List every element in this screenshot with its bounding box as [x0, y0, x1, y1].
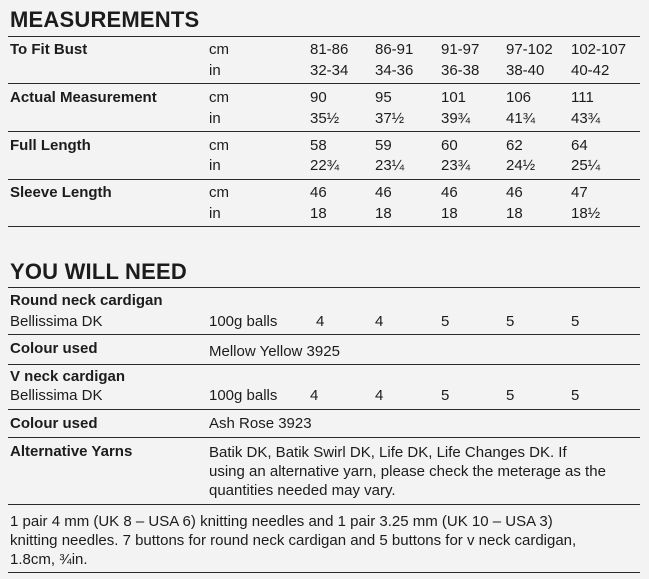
- value-cell: 101: [441, 89, 467, 106]
- value-cell: 47: [571, 184, 588, 201]
- divider: [8, 179, 640, 180]
- alternative-yarns-text: using an alternative yarn, please check the meterage as the: [209, 463, 606, 480]
- value-cell: 39¾: [441, 110, 471, 127]
- value-cell: 18: [506, 205, 523, 222]
- value-cell: 5: [441, 387, 450, 404]
- divider: [8, 334, 640, 335]
- value-cell: 5: [441, 313, 450, 330]
- value-cell: 22¾: [310, 157, 340, 174]
- yarn-name: Bellissima DK: [10, 387, 103, 404]
- divider: [8, 131, 640, 132]
- value-cell: 4: [375, 387, 384, 404]
- value-cell: 5: [571, 387, 580, 404]
- value-cell: 18: [310, 205, 327, 222]
- row-label: Colour used: [10, 340, 98, 357]
- section-title: V neck cardigan: [10, 368, 126, 385]
- value-cell: 46: [375, 184, 392, 201]
- value-cell: 46: [506, 184, 523, 201]
- value-cell: 60: [441, 137, 458, 154]
- unit-label: in: [209, 110, 221, 127]
- value-cell: 106: [506, 89, 532, 106]
- row-label: Sleeve Length: [10, 184, 112, 201]
- value-cell: 23¼: [375, 157, 405, 174]
- value-cell: 111: [571, 89, 594, 106]
- yarn-name: Bellissima DK: [10, 313, 103, 330]
- unit-label: in: [209, 157, 221, 174]
- value-cell: 40-42: [571, 62, 610, 79]
- value-cell: 91-97: [441, 41, 480, 58]
- value-cell: 86-91: [375, 41, 414, 58]
- value-cell: 38-40: [506, 62, 545, 79]
- unit-label: cm: [209, 184, 229, 201]
- value-cell: 62: [506, 137, 523, 154]
- note-line: 1.8cm, ¾in.: [10, 551, 88, 568]
- measurements-heading: MEASUREMENTS: [10, 7, 200, 32]
- value-cell: 25¼: [571, 157, 601, 174]
- value-cell: 58: [310, 137, 327, 154]
- row-label: Actual Measurement: [10, 89, 157, 106]
- divider: [8, 409, 640, 410]
- note-line: 1 pair 4 mm (UK 8 – USA 6) knitting needles and 1 pair 3.25 mm (UK 10 – USA 3): [10, 513, 553, 530]
- value-cell: 64: [571, 137, 588, 154]
- value-cell: 43¾: [571, 110, 601, 127]
- value-cell: 36-38: [441, 62, 480, 79]
- value-cell: 18½: [571, 205, 601, 222]
- you-will-need-heading: YOU WILL NEED: [10, 259, 187, 284]
- divider: [8, 287, 640, 288]
- value-cell: 23¾: [441, 157, 471, 174]
- alternative-yarns-text: Batik DK, Batik Swirl DK, Life DK, Life Changes DK. If: [209, 444, 567, 461]
- value-cell: 95: [375, 89, 392, 106]
- value-cell: 5: [506, 387, 515, 404]
- colour-value: Mellow Yellow 3925: [209, 343, 340, 360]
- value-cell: 5: [571, 313, 580, 330]
- row-label: Colour used: [10, 415, 98, 432]
- divider: [8, 572, 640, 573]
- value-cell: 24½: [506, 157, 536, 174]
- divider: [8, 36, 640, 37]
- divider: [8, 504, 640, 505]
- value-cell: 18: [441, 205, 458, 222]
- row-label: Alternative Yarns: [10, 443, 133, 460]
- unit-label: cm: [209, 137, 229, 154]
- value-cell: 4: [310, 387, 319, 404]
- value-cell: 81-86: [310, 41, 349, 58]
- value-cell: 5: [506, 313, 515, 330]
- value-cell: 37½: [375, 110, 405, 127]
- colour-value: Ash Rose 3923: [209, 415, 312, 432]
- value-cell: 46: [441, 184, 458, 201]
- unit-label: 100g balls: [209, 313, 278, 330]
- value-cell: 35½: [310, 110, 340, 127]
- row-label: Full Length: [10, 137, 91, 154]
- divider: [8, 437, 640, 438]
- value-cell: 97-102: [506, 41, 553, 58]
- unit-label: 100g balls: [209, 387, 278, 404]
- value-cell: 32-34: [310, 62, 349, 79]
- unit-label: cm: [209, 89, 229, 106]
- value-cell: 90: [310, 89, 327, 106]
- value-cell: 59: [375, 137, 392, 154]
- value-cell: 41¾: [506, 110, 536, 127]
- unit-label: cm: [209, 41, 229, 58]
- divider: [8, 226, 640, 227]
- note-line: knitting needles. 7 buttons for round neck cardigan and 5 buttons for v neck cardigan,: [10, 532, 577, 549]
- unit-label: in: [209, 205, 221, 222]
- value-cell: 102-107: [571, 41, 627, 58]
- section-title: Round neck cardigan: [10, 292, 163, 309]
- alternative-yarns-text: quantities needed may vary.: [209, 482, 396, 499]
- value-cell: 18: [375, 205, 392, 222]
- value-cell: 4: [375, 313, 384, 330]
- value-cell: 46: [310, 184, 327, 201]
- row-label: To Fit Bust: [10, 41, 88, 58]
- value-cell: 34-36: [375, 62, 414, 79]
- unit-label: in: [209, 62, 221, 79]
- value-cell: 4: [316, 313, 325, 330]
- divider: [8, 364, 640, 365]
- divider: [8, 83, 640, 84]
